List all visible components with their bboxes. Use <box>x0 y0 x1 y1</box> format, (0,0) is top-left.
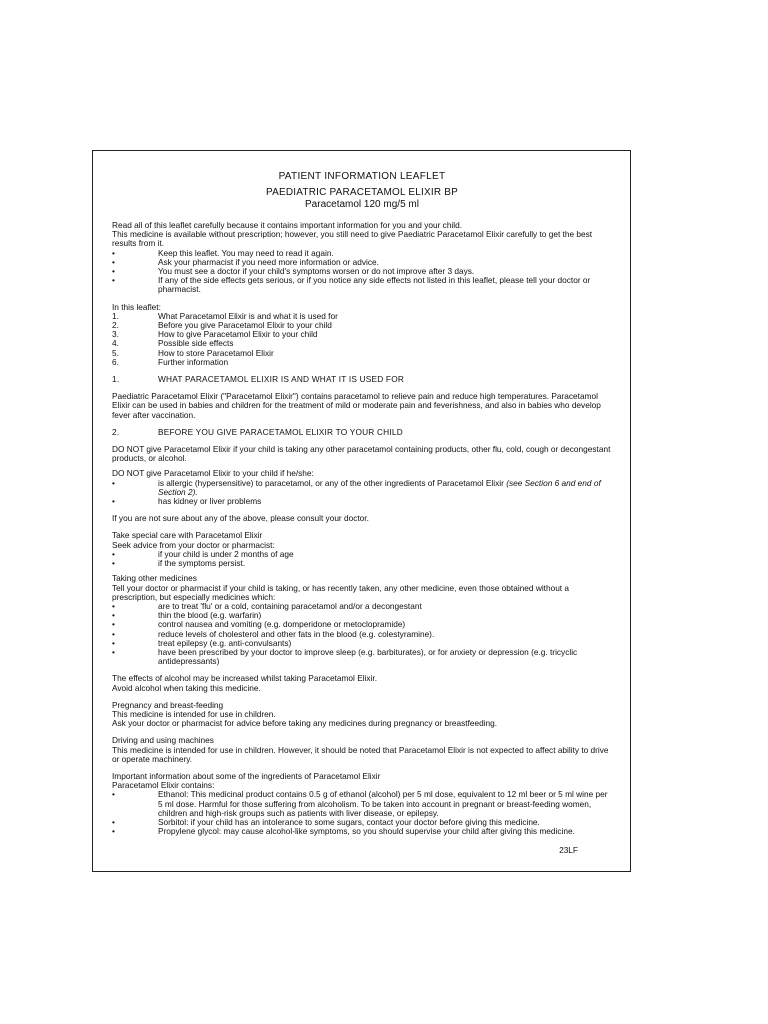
list-item-text: Propylene glycol: may cause alcohol-like symptoms, so you should supervise your child after giving this medicine. <box>158 826 575 837</box>
list-item-text: if your child is under 2 months of age <box>158 548 294 559</box>
list-item-text: Ethanol: This medicinal product contains 0.5 g of ethanol (alcohol) per 5 ml dose, equivalent to 12 ml beer or 5 ml wine per 5 ml dose. Harmful for those suffering from alcoholism. To be taken into account in pregnant or breast-feeding women, children and high-risk groups such as patients with liver disease, or epilepsy. <box>158 789 608 818</box>
bullet: • <box>112 610 115 621</box>
bullet: • <box>112 256 115 267</box>
bullet: • <box>112 266 115 277</box>
warning-text: DO NOT give Paracetamol Elixir if your child is taking any other paracetamol containing products, other flu, cold, cough or decongestant products, or alcohol. <box>112 444 611 464</box>
list-item-text: Ask your pharmacist if you need more information or advice. <box>158 256 379 267</box>
list-item <box>112 827 612 836</box>
product-strength: Paracetamol 120 mg/5 ml <box>305 199 419 210</box>
bullet: • <box>112 496 115 507</box>
bullet: • <box>112 628 115 639</box>
section-text: Paracetamol Elixir contains: <box>112 780 215 791</box>
section-text: Tell your doctor or pharmacist if your child is taking, or has recently taken, any other medicine, even those obtained without a prescription, but especially medicines which: <box>112 582 570 602</box>
list-item-text: Keep this leaflet. You may need to read it again. <box>158 247 334 258</box>
toc-number: 6. <box>112 356 119 367</box>
toc-number: 5. <box>112 347 119 358</box>
toc-item <box>112 358 612 367</box>
toc-number: 1. <box>112 310 119 321</box>
section-heading <box>112 428 612 437</box>
subheading: Driving and using machines <box>112 735 214 746</box>
section-title: WHAT PARACETAMOL ELIXIR IS AND WHAT IT IS USED FOR <box>158 374 405 385</box>
list-item <box>112 790 612 818</box>
bullet: • <box>112 247 115 258</box>
list-item-text: are to treat 'flu' or a cold, containing paracetamol and/or a decongestant <box>158 600 422 611</box>
bullet: • <box>112 275 115 286</box>
section-text: Paediatric Paracetamol Elixir ("Paracetamol Elixir") contains paracetamol to relieve pain and reduce high temperatures. Paracetamol Elixir can be used in babies and children for the treatment of mild or moderate pain and feverishness, and also in babies who develop fever after vaccination. <box>112 391 601 420</box>
intro-paragraph: Read all of this leaflet carefully because it contains important information for you and your child. <box>112 220 463 230</box>
warning-text: DO NOT give Paracetamol Elixir to your child if he/she: <box>112 468 314 479</box>
product-name: PAEDIATRIC PARACETAMOL ELIXIR BP <box>266 187 458 198</box>
bullet: • <box>112 816 115 827</box>
list-item <box>112 648 612 666</box>
subheading: Take special care with Paracetamol Elixir <box>112 530 263 541</box>
toc-number: 2. <box>112 320 119 331</box>
list-item-text: reduce levels of cholesterol and other fats in the blood (e.g. colestyramine). <box>158 628 435 639</box>
section-number: 1. <box>112 374 120 385</box>
section-text: Ask your doctor or pharmacist for advice before taking any medicines during pregnancy or breastfeeding. <box>112 718 498 729</box>
list-item <box>112 497 612 506</box>
leaflet-code: 23LF <box>559 845 578 855</box>
section-heading <box>112 375 612 384</box>
section-reference: (see Section 6 and end of Section 2). <box>158 477 601 497</box>
bullet: • <box>112 558 115 569</box>
bullet: • <box>112 600 115 611</box>
section-text: Avoid alcohol when taking this medicine. <box>112 682 261 693</box>
bullet: • <box>112 477 115 488</box>
list-item-text: is allergic (hypersensitive) to paracetamol, or any of the other ingredients of Paracetamol Elixir <box>158 477 504 488</box>
bullet: • <box>112 646 115 657</box>
bullet: • <box>112 619 115 630</box>
list-item-text: has kidney or liver problems <box>158 496 262 507</box>
section-text: If you are not sure about any of the above, please consult your doctor. <box>112 513 369 524</box>
bullet: • <box>112 548 115 559</box>
section-text: Seek advice from your doctor or pharmacist: <box>112 539 275 550</box>
toc-number: 4. <box>112 338 119 349</box>
list-item-text: thin the blood (e.g. warfarin) <box>158 610 262 621</box>
toc-text: Before you give Paracetamol Elixir to your child <box>158 320 332 331</box>
subheading: Important information about some of the ingredients of Paracetamol Elixir <box>112 770 381 781</box>
list-item <box>112 479 612 497</box>
list-item-text: You must see a doctor if your child's symptoms worsen or do not improve after 3 days. <box>158 266 475 277</box>
bullet: • <box>112 789 115 800</box>
leaflet-page <box>92 150 631 872</box>
list-item-text: have been prescribed by your doctor to improve sleep (e.g. barbiturates), or for anxiety or depression (e.g. tricyclic antidepressants) <box>158 646 578 667</box>
section-title: BEFORE YOU GIVE PARACETAMOL ELIXIR TO YOUR CHILD <box>158 426 403 437</box>
section-text: This medicine is intended for use in children. <box>112 708 276 719</box>
toc-text: How to store Paracetamol Elixir <box>158 347 274 358</box>
toc-text: How to give Paracetamol Elixir to your child <box>158 329 318 340</box>
section-number: 2. <box>112 426 120 437</box>
list-item-text: control nausea and vomiting (e.g. domperidone or metoclopramide) <box>158 619 406 630</box>
bullet: • <box>112 637 115 648</box>
list-item-text: Sorbitol: if your child has an intolerance to some sugars, contact your doctor before giving this medicine. <box>158 816 540 827</box>
bullet: • <box>112 826 115 837</box>
subheading: Pregnancy and breast-feeding <box>112 699 224 710</box>
toc-text: Possible side effects <box>158 338 234 349</box>
section-text: The effects of alcohol may be increased whilst taking Paracetamol Elixir. <box>112 673 378 684</box>
toc-text: What Paracetamol Elixir is and what it is used for <box>158 310 338 321</box>
list-item <box>112 559 612 568</box>
list-item-text <box>158 479 612 497</box>
section-text: This medicine is intended for use in children. However, it should be noted that Paracetamol Elixir is not expected to affect ability to drive or operate machinery. <box>112 744 609 764</box>
leaflet-content <box>112 171 612 836</box>
list-item-text: if the symptoms persist. <box>158 558 246 569</box>
subheading: Taking other medicines <box>112 573 197 584</box>
toc-heading: In this leaflet: <box>112 301 161 312</box>
toc-text: Further information <box>158 356 229 367</box>
leaflet-title: PATIENT INFORMATION LEAFLET <box>278 171 446 182</box>
intro-paragraph: This medicine is available without prescription; however, you still need to give Paediatric Paracetamol Elixir carefully to get the best results from it. <box>112 229 593 249</box>
list-item-text: treat epilepsy (e.g. anti-convulsants) <box>158 637 292 648</box>
list-item-text: If any of the side effects gets serious, or if you notice any side effects not listed in this leaflet, please tell your doctor or pharmacist. <box>158 275 591 295</box>
list-item <box>112 276 612 294</box>
toc-number: 3. <box>112 329 119 340</box>
